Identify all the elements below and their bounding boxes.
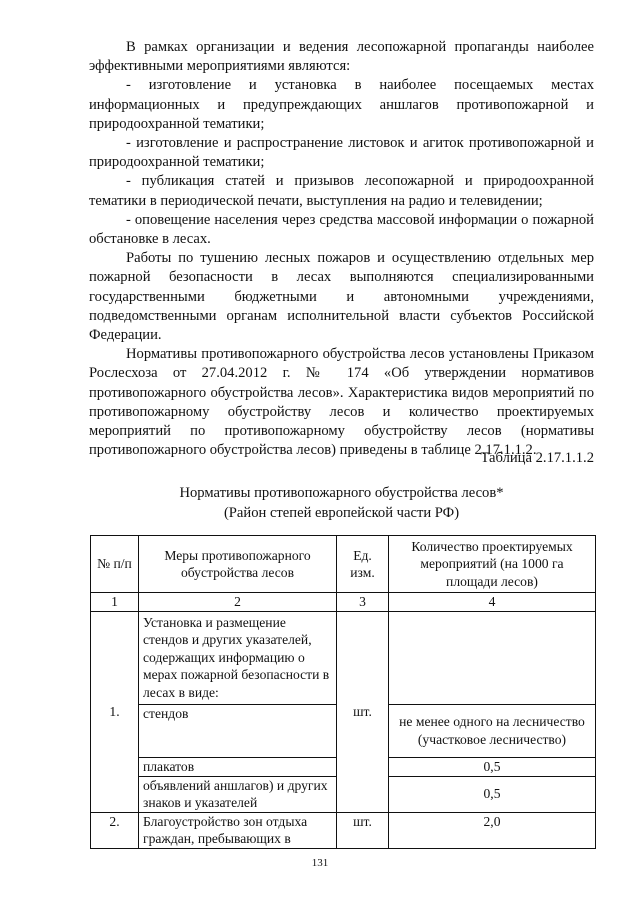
row1-value-stands: не менее одного на лесничество (участковое лесничество) xyxy=(389,704,596,757)
row1-measure-posters: плакатов xyxy=(139,757,337,776)
colnum-3: 3 xyxy=(337,593,389,612)
row2-num: 2. xyxy=(91,812,139,848)
row2-value: 2,0 xyxy=(389,812,596,848)
page-number: 131 xyxy=(311,857,329,869)
header-unit: Ед. изм. xyxy=(337,536,389,593)
table-title-main: Нормативы противопожарного обустройства лесов* xyxy=(179,485,504,501)
paragraph-item-2: - изготовление и распространение листовок и агиток противопожарной и природоохранной тематики; xyxy=(89,135,594,171)
row1-value-signs: 0,5 xyxy=(389,776,596,812)
colnum-2: 2 xyxy=(139,593,337,612)
row1-measure-signs: объявлений аншлагов) и других знаков и указателей xyxy=(139,776,337,812)
row1-intro: Установка и размещение стендов и других указателей, содержащих информацию о мерах пожарной безопасности в лесах в виде: xyxy=(139,611,337,704)
header-num: № п/п xyxy=(91,536,139,593)
paragraph-firefighting: Работы по тушению лесных пожаров и осуществлению отдельных мер пожарной безопасности в лесах выполняются специализированными государственными бюджетными и автономными учреждениями, подведомственными органам исполнительной власти субъектов Российской Федерации. xyxy=(89,250,594,344)
row1-num: 1. xyxy=(91,611,139,812)
table-header-row xyxy=(91,536,596,593)
row1-value-posters: 0,5 xyxy=(389,757,596,776)
row1-unit: шт. xyxy=(337,611,389,812)
paragraph-item-3: - публикация статей и призывов лесопожарной и природоохранной тематики в периодической печати, выступления на радио и телевидении; xyxy=(89,173,594,209)
table-title-sub: (Район степей европейской части РФ) xyxy=(223,504,460,521)
row1-measure-stands: стендов xyxy=(139,704,337,757)
norms-table xyxy=(90,535,596,849)
row2-measure: Благоустройство зон отдыха граждан, пребывающих в xyxy=(139,812,337,848)
header-quantity: Количество проектируемых мероприятий (на 1000 га площади лесов) xyxy=(389,536,596,593)
table-row xyxy=(91,812,596,848)
paragraph-norms: Нормативы противопожарного обустройства лесов установлены Приказом Рослесхоза от 27.04.2012 г. № 174 «Об утверждении нормативов противопожарного обустройства лесов». Характеристика видов мероприятий по противопожарному обустройству лесов и количество проектируемых мероприятий по противопожарному обустройству лесов (нормативы противопожарного обустройства лесов) приведены в таблице 2.17.1.1.2. xyxy=(89,346,594,459)
paragraph-intro: В рамках организации и ведения лесопожарной пропаганды наиболее эффективными мероприятиями являются: xyxy=(89,39,594,75)
row1-intro-value xyxy=(389,611,596,704)
row2-unit: шт. xyxy=(337,812,389,848)
header-measure: Меры противопожарного обустройства лесов xyxy=(139,536,337,593)
paragraph-item-4: - оповещение населения через средства массовой информации о пожарной обстановке в лесах. xyxy=(89,211,594,248)
body-text xyxy=(89,38,594,460)
colnum-1: 1 xyxy=(91,593,139,612)
column-number-row xyxy=(91,593,596,612)
table-title xyxy=(89,484,594,523)
paragraph-item-1: - изготовление и установка в наиболее посещаемых местах информационных и предупреждающих аншлагов противопожарной и природоохранной тематики; xyxy=(89,77,594,132)
table-caption: Таблица 2.17.1.1.2 xyxy=(480,450,594,466)
colnum-4: 4 xyxy=(389,593,596,612)
table-row xyxy=(91,611,596,704)
